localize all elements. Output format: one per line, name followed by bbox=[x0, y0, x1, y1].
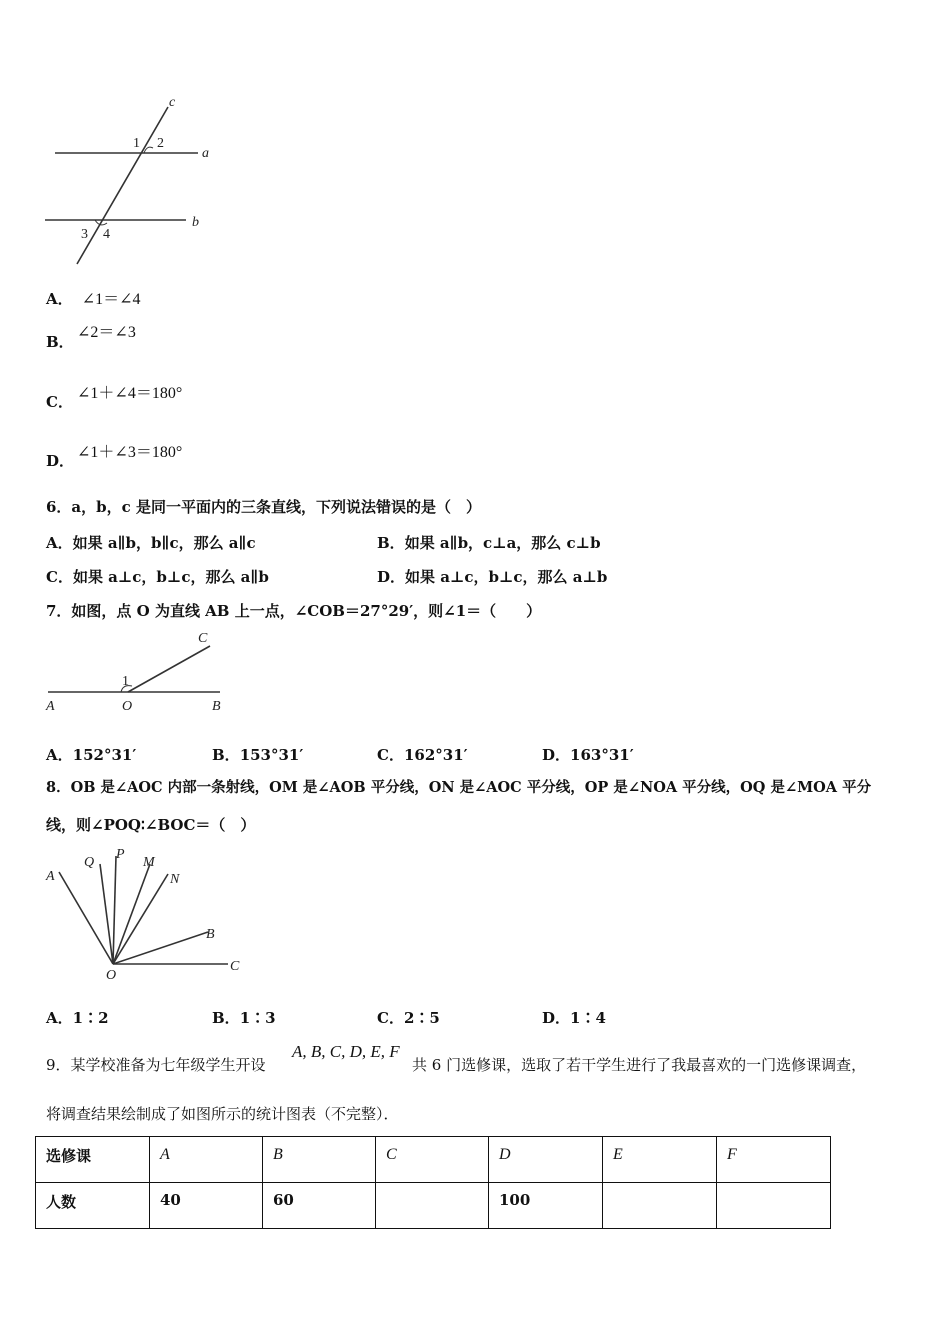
table-header-label: 选修课 bbox=[36, 1137, 150, 1183]
option-letter: B． bbox=[377, 534, 405, 552]
table-header-cell bbox=[603, 1137, 717, 1183]
course-label: F bbox=[727, 1146, 737, 1163]
angle-arc-top bbox=[144, 147, 153, 153]
option-letter: A． bbox=[46, 534, 73, 552]
label-b: B bbox=[206, 927, 215, 942]
ray-oa bbox=[59, 872, 113, 964]
ray-oq bbox=[100, 864, 113, 964]
option-text: 1∶3 bbox=[239, 1009, 276, 1027]
q8-stem-line2: 线，则∠POQ∶∠BOC＝（ ） bbox=[46, 816, 256, 834]
q9-courses-math: A, B, C, D, E, F bbox=[292, 1042, 400, 1061]
label-o: O bbox=[122, 699, 133, 714]
q5-option-b[interactable] bbox=[46, 319, 246, 355]
label-angle-1: 1 bbox=[122, 674, 129, 689]
label-b: B bbox=[212, 699, 221, 714]
q8-option-b[interactable] bbox=[212, 1009, 276, 1027]
label-a: A bbox=[46, 869, 55, 884]
course-label: E bbox=[613, 1146, 623, 1163]
q5-parallel-lines-figure bbox=[40, 92, 230, 272]
label-n: N bbox=[170, 872, 180, 887]
q9-stem-suffix: 共 6 门选修课，选取了若干学生进行了我最喜欢的一门选修课调查， bbox=[412, 1056, 867, 1074]
q5-option-a[interactable] bbox=[46, 286, 141, 309]
table-header-cell bbox=[489, 1137, 603, 1183]
option-text: ∠1＋∠4＝180° bbox=[77, 385, 183, 402]
option-text: ∠1＝∠4 bbox=[81, 291, 141, 308]
option-text: ∠1＋∠3＝180° bbox=[77, 444, 183, 461]
q7-option-c[interactable] bbox=[377, 746, 468, 764]
option-letter: A． bbox=[46, 746, 73, 764]
q7-option-d[interactable] bbox=[542, 746, 634, 764]
line-c bbox=[77, 107, 168, 264]
option-text: 如果 a∥b，b∥c，那么 a∥c bbox=[72, 534, 256, 552]
q5-option-d[interactable] bbox=[46, 439, 246, 475]
option-text: 如果 a∥b，c⊥a，那么 c⊥b bbox=[404, 534, 601, 552]
option-letter: B． bbox=[212, 746, 240, 764]
q7-option-b[interactable] bbox=[212, 746, 303, 764]
label-b: b bbox=[192, 215, 199, 230]
course-label: A bbox=[160, 1146, 170, 1163]
table-row bbox=[36, 1183, 831, 1229]
table-header-row bbox=[36, 1137, 831, 1183]
option-letter: D． bbox=[542, 746, 571, 764]
label-c: C bbox=[198, 631, 208, 646]
label-a: a bbox=[202, 146, 209, 161]
label-m: M bbox=[143, 855, 155, 870]
option-text: 1∶4 bbox=[570, 1009, 606, 1027]
q8-option-a[interactable] bbox=[46, 1009, 109, 1027]
label-angle-1: 1 bbox=[133, 136, 140, 151]
q6-option-a[interactable] bbox=[46, 534, 256, 552]
option-text: 163°31′ bbox=[570, 746, 634, 764]
q8-rays-figure bbox=[40, 842, 255, 984]
course-label: D bbox=[499, 1146, 511, 1163]
label-angle-4: 4 bbox=[103, 227, 110, 242]
label-a: A bbox=[46, 699, 55, 714]
q6-option-b[interactable] bbox=[377, 534, 601, 552]
q8-option-c[interactable] bbox=[377, 1009, 440, 1027]
q9-stem-prefix: 9．某学校准备为七年级学生开设 bbox=[46, 1056, 266, 1074]
option-text: 152°31′ bbox=[72, 746, 137, 764]
ray-op bbox=[113, 856, 116, 964]
q7-stem: 7．如图，点 O 为直线 AB 上一点，∠COB＝27°29′，则∠1＝（ ） bbox=[46, 602, 542, 620]
q7-angle-figure bbox=[40, 626, 240, 722]
option-text: 162°31′ bbox=[403, 746, 468, 764]
course-label: B bbox=[273, 1146, 283, 1163]
q9-survey-table bbox=[35, 1136, 831, 1229]
label-angle-2: 2 bbox=[157, 136, 164, 151]
label-c: C bbox=[230, 959, 240, 974]
ray-oc bbox=[128, 646, 210, 692]
option-letter: D． bbox=[46, 452, 75, 470]
table-header-cell bbox=[717, 1137, 831, 1183]
option-letter: D． bbox=[377, 568, 406, 586]
q9-stem-line2: 将调查结果绘制成了如图所示的统计图表（不完整）． bbox=[46, 1105, 399, 1123]
q6-option-d[interactable] bbox=[377, 568, 607, 586]
option-letter: B． bbox=[212, 1009, 240, 1027]
option-letter: C． bbox=[377, 1009, 404, 1027]
table-cell bbox=[603, 1183, 717, 1229]
label-c: c bbox=[169, 95, 176, 110]
option-letter: B． bbox=[46, 333, 74, 351]
table-cell: 60 bbox=[263, 1183, 376, 1229]
option-letter: C． bbox=[377, 746, 404, 764]
course-label: C bbox=[386, 1146, 397, 1163]
table-cell: 100 bbox=[489, 1183, 603, 1229]
table-header-cell bbox=[150, 1137, 263, 1183]
ray-ob bbox=[113, 932, 208, 964]
option-text: 如果 a⊥c，b⊥c，那么 a⊥b bbox=[405, 568, 608, 586]
option-letter: C． bbox=[46, 393, 73, 411]
q8-option-d[interactable] bbox=[542, 1009, 606, 1027]
table-header-cell bbox=[263, 1137, 376, 1183]
q6-option-c[interactable] bbox=[46, 568, 269, 586]
label-o: O bbox=[106, 968, 117, 983]
table-header-cell bbox=[376, 1137, 489, 1183]
option-letter: A． bbox=[46, 290, 73, 308]
option-letter: A． bbox=[46, 1009, 73, 1027]
q6-stem: 6．a，b，c 是同一平面内的三条直线，下列说法错误的是（ ） bbox=[46, 498, 482, 516]
option-letter: D． bbox=[542, 1009, 571, 1027]
table-cell bbox=[717, 1183, 831, 1229]
option-text: 153°31′ bbox=[239, 746, 304, 764]
table-cell: 40 bbox=[150, 1183, 263, 1229]
q5-option-c[interactable] bbox=[46, 380, 246, 416]
option-letter: C． bbox=[46, 568, 73, 586]
label-angle-3: 3 bbox=[81, 227, 88, 242]
option-text: ∠2＝∠3 bbox=[77, 324, 136, 341]
q7-option-a[interactable] bbox=[46, 746, 136, 764]
label-q: Q bbox=[84, 855, 95, 870]
table-cell bbox=[376, 1183, 489, 1229]
option-text: 2∶5 bbox=[403, 1009, 440, 1027]
table-row-label: 人数 bbox=[36, 1183, 150, 1229]
label-p: P bbox=[116, 847, 125, 862]
q8-stem-line1: 8．OB 是∠AOC 内部一条射线，OM 是∠AOB 平分线，ON 是∠AOC 平分线，OP 是∠NOA 平分线，OQ 是∠MOA 平分 bbox=[46, 779, 872, 796]
option-text: 如果 a⊥c，b⊥c，那么 a∥b bbox=[72, 568, 269, 586]
option-text: 1∶2 bbox=[72, 1009, 109, 1027]
